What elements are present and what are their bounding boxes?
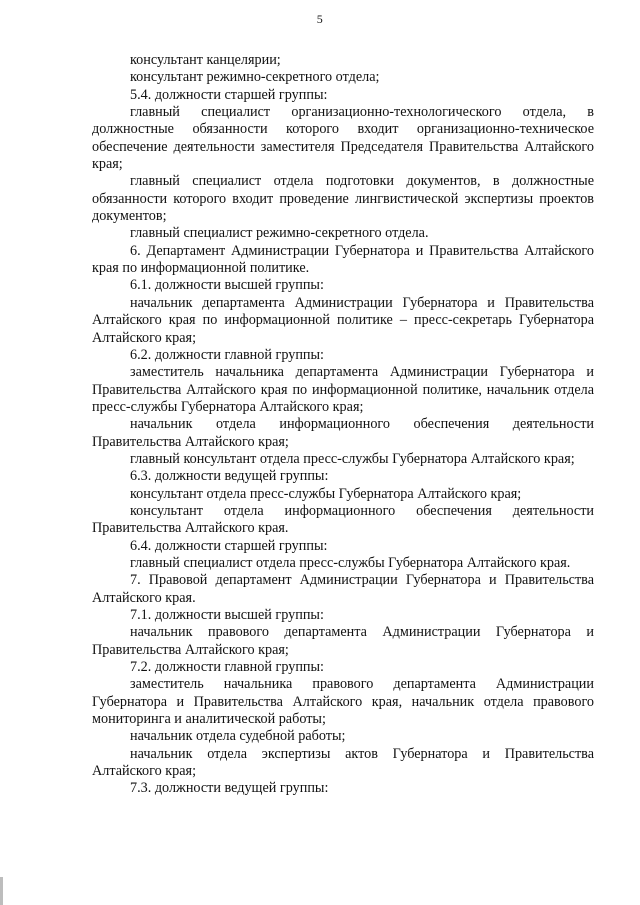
- paragraph: главный специалист организационно-технологического отдела, в должностные обязанности которого входит организационно-техническое обеспечение деятельности заместителя Председателя Правительства Алтайского края;: [92, 104, 594, 173]
- scan-edge-mark: [0, 877, 3, 905]
- paragraph: начальник отдела информационного обеспечения деятельности Правительства Алтайского края;: [92, 416, 594, 450]
- section-heading: 6. Департамент Администрации Губернатора и Правительства Алтайского края по информационной политике.: [92, 242, 594, 277]
- paragraph: консультант отдела информационного обеспечения деятельности Правительства Алтайского края.: [92, 502, 594, 537]
- paragraph: главный консультант отдела пресс-службы Губернатора Алтайского края;: [130, 450, 575, 467]
- document-body: [92, 52, 594, 798]
- paragraph: начальник отдела экспертизы актов Губернатора и Правительства Алтайского края;: [92, 745, 594, 780]
- paragraph: заместитель начальника правового департамента Администрации Губернатора и Правительства Алтайского края, начальник отдела правового мониторинга и аналитической работы;: [92, 676, 594, 728]
- paragraph: 6.2. должности главной группы:: [130, 346, 324, 363]
- section-heading: 7. Правовой департамент Администрации Губернатора и Правительства Алтайского края.: [92, 572, 594, 606]
- paragraph: консультант канцелярии;: [130, 52, 281, 68]
- paragraph: главный специалист режимно-секретного отдела.: [130, 225, 429, 242]
- paragraph: консультант отдела пресс-службы Губернатора Алтайского края;: [130, 485, 522, 502]
- paragraph: 7.1. должности высшей группы:: [130, 607, 324, 623]
- paragraph: 6.1. должности высшей группы:: [130, 277, 324, 294]
- paragraph: начальник правового департамента Администрации Губернатора и Правительства Алтайского края;: [92, 624, 594, 658]
- paragraph: главный специалист отдела подготовки документов, в должностные обязанности которого входит проведение лингвистической экспертизы проектов документов;: [92, 173, 594, 225]
- paragraph: начальник отдела судебной работы;: [130, 728, 346, 745]
- paragraph: 7.2. должности главной группы:: [130, 659, 324, 676]
- paragraph: 6.3. должности ведущей группы:: [130, 468, 329, 485]
- paragraph: 6.4. должности старшей группы:: [130, 537, 328, 554]
- paragraph: начальник департамента Администрации Губернатора и Правительства Алтайского края по информационной политике – пресс-секретарь Губернатора Алтайского края;: [92, 294, 594, 346]
- paragraph: главный специалист отдела пресс-службы Губернатора Алтайского края.: [130, 554, 571, 571]
- page-number: 5: [316, 12, 324, 26]
- paragraph: 5.4. должности старшей группы:: [130, 86, 328, 103]
- paragraph: 7.3. должности ведущей группы:: [130, 780, 329, 797]
- paragraph: заместитель начальника департамента Администрации Губернатора и Правительства Алтайского края по информационной политике, начальник отдела пресс-службы Губернатора Алтайского края;: [92, 364, 594, 415]
- paragraph: консультант режимно-секретного отдела;: [130, 69, 380, 86]
